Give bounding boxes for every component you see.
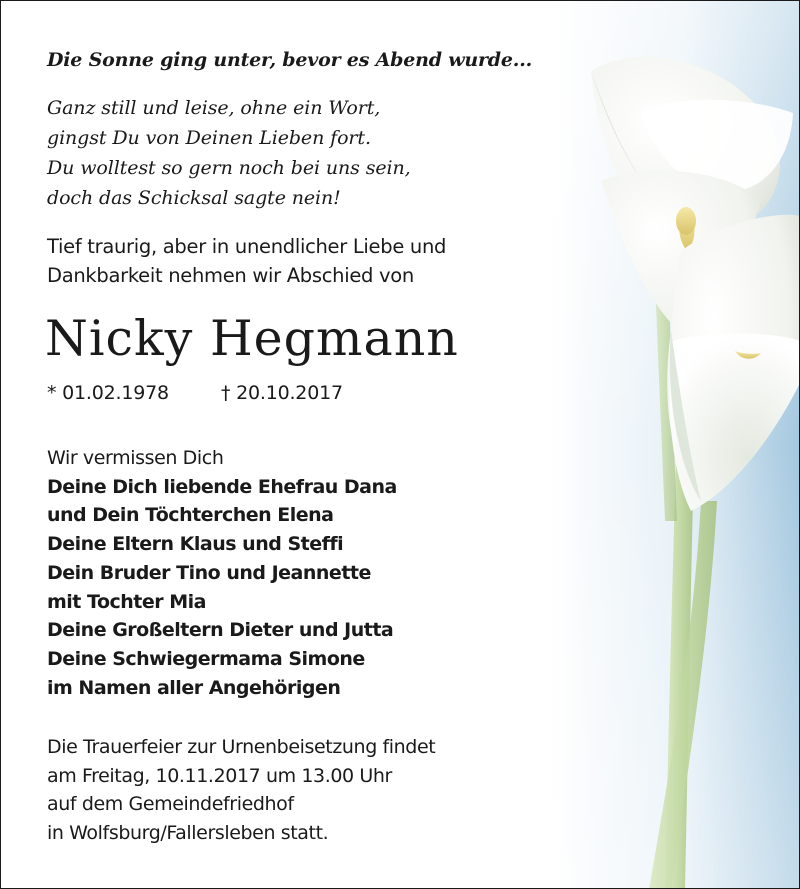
birth-date: * 01.02.1978 bbox=[47, 382, 169, 404]
mourner-line: Deine Großeltern Dieter und Jutta bbox=[47, 619, 394, 642]
death-date: † 20.10.2017 bbox=[220, 382, 343, 404]
ceremony-line: auf dem Gemeindefriedhof bbox=[47, 793, 294, 816]
mourner-line: mit Tochter Mia bbox=[47, 590, 206, 613]
poem-line: Ganz still und leise, ohne ein Wort, bbox=[47, 97, 381, 119]
poem-line: gingst Du von Deinen Lieben fort. bbox=[47, 127, 371, 149]
ceremony-line: Die Trauerfeier zur Urnenbeisetzung findet bbox=[47, 736, 436, 758]
intro-line: Tief traurig, aber in unendlicher Liebe und bbox=[47, 235, 447, 258]
ceremony-line: in Wolfsburg/Fallersleben statt. bbox=[47, 822, 329, 845]
mourner-line: Dein Bruder Tino und Jeannette bbox=[47, 561, 371, 584]
poem bbox=[47, 93, 411, 213]
ceremony-line: am Freitag, 10.11.2017 um 13.00 Uhr bbox=[47, 764, 392, 787]
intro-line: Dankbarkeit nehmen wir Abschied von bbox=[47, 264, 414, 287]
mourner-line: und Dein Töchterchen Elena bbox=[47, 504, 334, 527]
mourner-line: Deine Dich liebende Ehefrau Dana bbox=[47, 475, 397, 498]
poem-line: doch das Schicksal sagte nein! bbox=[47, 187, 341, 209]
ceremony-info bbox=[47, 733, 435, 848]
mourner-line: im Namen aller Angehörigen bbox=[47, 676, 341, 699]
poem-line: Du wolltest so gern noch bei uns sein, bbox=[47, 157, 411, 179]
mourners-lead: Wir vermissen Dich bbox=[47, 447, 224, 469]
mourner-line: Deine Schwiegermama Simone bbox=[47, 647, 365, 670]
deceased-name: Nicky Hegmann bbox=[45, 310, 459, 367]
intro-text bbox=[47, 232, 446, 290]
headline: Die Sonne ging unter, bevor es Abend wurde... bbox=[47, 49, 533, 71]
mourner-line: Deine Eltern Klaus und Steffi bbox=[47, 533, 344, 556]
life-dates bbox=[47, 379, 343, 407]
mourners-list bbox=[47, 444, 397, 702]
